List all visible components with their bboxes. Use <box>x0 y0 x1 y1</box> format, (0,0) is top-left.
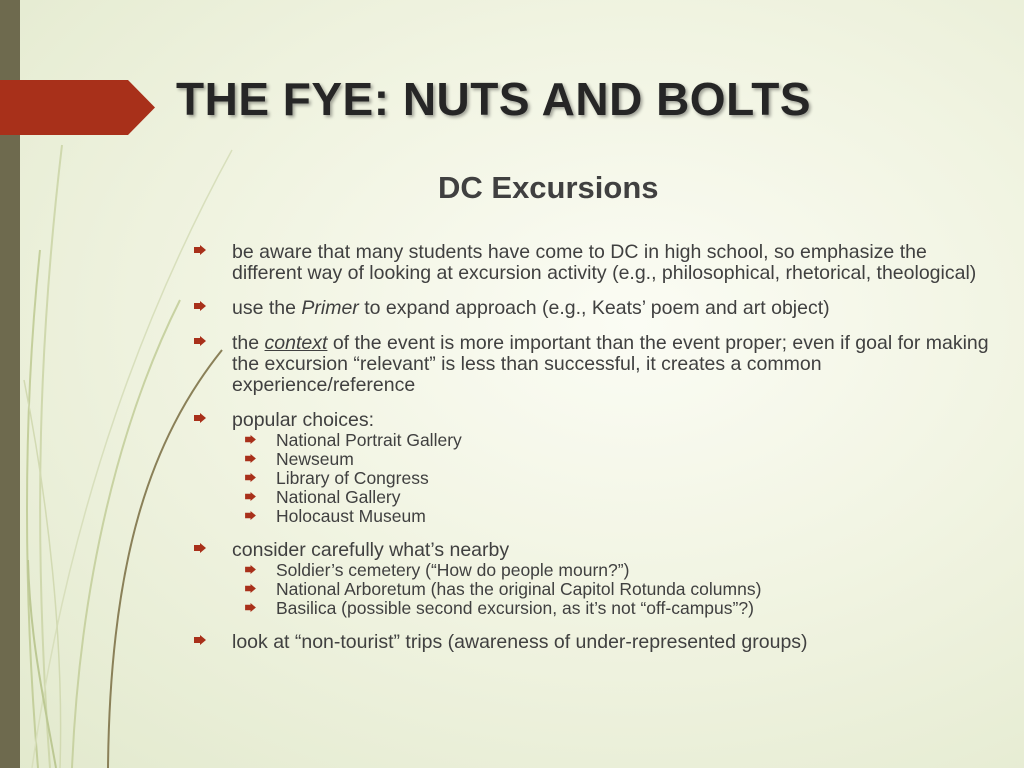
bullet-text-end: to expand approach (e.g., Keats’ poem and art object) <box>358 297 830 319</box>
bullet-list <box>194 242 994 667</box>
arrow-right-icon <box>245 435 256 444</box>
sub-list-item <box>194 580 994 599</box>
sub-list <box>232 431 994 526</box>
list-item <box>194 298 994 319</box>
sub-list-item <box>194 488 994 507</box>
list-item <box>194 333 994 396</box>
sub-list-item <box>194 469 994 488</box>
list-item <box>194 242 994 284</box>
sub-bullet-text: Soldier’s cemetery (“How do people mourn?”) <box>276 560 630 580</box>
sub-bullet-text: Library of Congress <box>276 468 429 488</box>
sub-list-item <box>194 599 994 618</box>
slide-subtitle: DC Excursions <box>438 170 659 205</box>
arrow-right-icon <box>194 543 206 553</box>
arrow-right-icon <box>245 454 256 463</box>
sub-bullet-text: National Gallery <box>276 487 401 507</box>
arrow-right-icon <box>194 635 206 645</box>
arrow-right-icon <box>194 413 206 423</box>
sub-bullet-text: Newseum <box>276 449 354 469</box>
sub-list-item <box>194 561 994 580</box>
list-item <box>194 540 994 618</box>
list-item <box>194 632 994 653</box>
sub-list <box>232 561 994 618</box>
sub-bullet-text: Basilica (possible second excursion, as it’s not “off-campus”?) <box>276 598 754 618</box>
bullet-text: look at “non-tourist” trips (awareness of under-represented groups) <box>232 631 808 653</box>
arrow-right-icon <box>245 603 256 612</box>
arrow-right-icon <box>245 511 256 520</box>
sub-bullet-text: Holocaust Museum <box>276 506 426 526</box>
sub-list-item <box>194 431 994 450</box>
slide-title: THE FYE: NUTS AND BOLTS <box>176 73 812 125</box>
arrow-right-icon <box>194 336 206 346</box>
arrow-right-icon <box>194 245 206 255</box>
sub-list-item <box>194 507 994 526</box>
bullet-text: consider carefully what’s nearby <box>232 539 510 561</box>
primer-emphasis: Primer <box>301 297 359 319</box>
bullet-text-start: the <box>232 332 265 354</box>
title-chevron-banner <box>0 80 155 135</box>
list-item <box>194 410 994 526</box>
arrow-right-icon <box>245 565 256 574</box>
sub-list-item <box>194 450 994 469</box>
arrow-right-icon <box>245 492 256 501</box>
context-emphasis: context <box>264 332 328 354</box>
sub-bullet-text: National Portrait Gallery <box>276 430 462 450</box>
bullet-text-start: use the <box>232 297 302 319</box>
arrow-right-icon <box>194 301 206 311</box>
sub-bullet-text: National Arboretum (has the original Capitol Rotunda columns) <box>276 579 762 599</box>
bullet-text: be aware that many students have come to DC in high school, so emphasize the different way of looking at excursion activity (e.g., philosophical, rhetorical, theological) <box>232 241 977 284</box>
bullet-text: popular choices: <box>232 409 375 431</box>
arrow-right-icon <box>245 473 256 482</box>
bullet-text-end: of the event is more important than the event proper; even if goal for making the excursion “relevant” is less than successful, it creates a common experience/reference <box>232 332 989 396</box>
arrow-right-icon <box>245 584 256 593</box>
